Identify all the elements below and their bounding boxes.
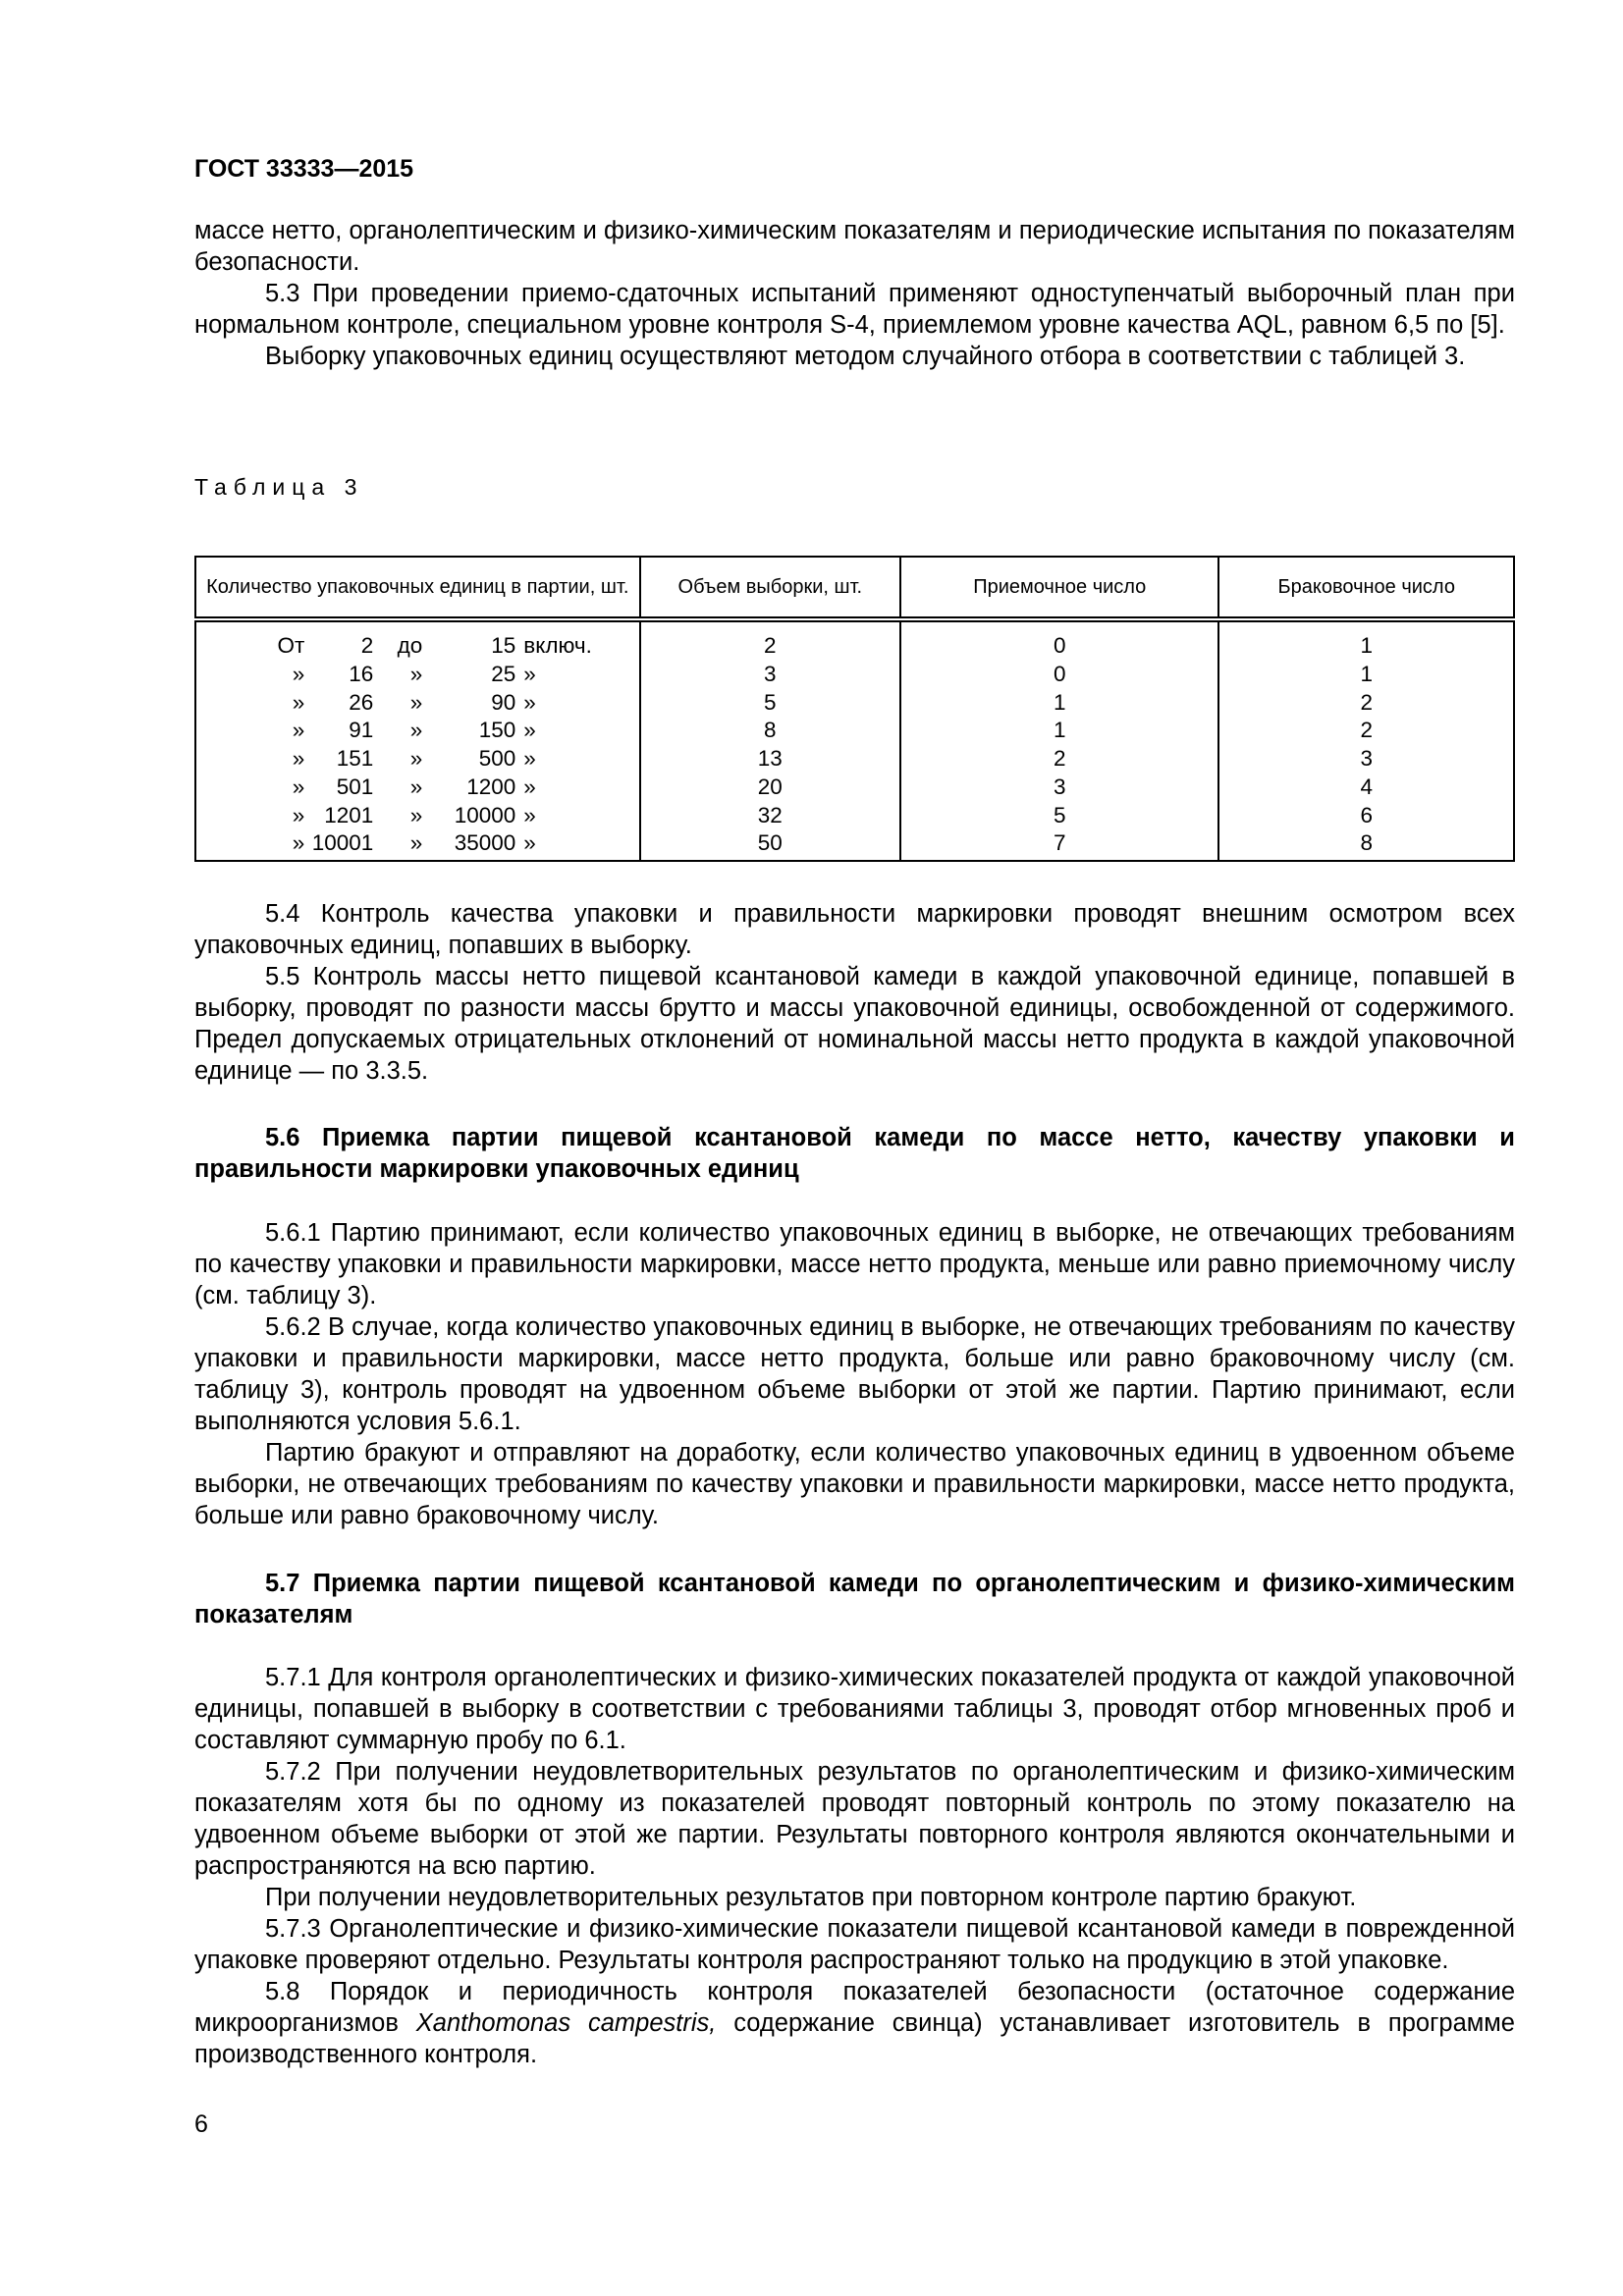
range-from: 91 (349, 718, 374, 743)
range-mid: » (409, 718, 423, 743)
header-lot-size: Количество упаковочных единиц в партии, шт. (195, 557, 640, 619)
section-5-6 (194, 1122, 1515, 1185)
range-post: » (523, 774, 536, 799)
cell-reject: 2 (1218, 689, 1514, 718)
range-to: 25 (491, 661, 516, 686)
cell-reject: 6 (1218, 802, 1514, 830)
sampling-table (194, 556, 1515, 862)
page-number: 6 (194, 2110, 208, 2138)
cell-sample: 3 (640, 661, 901, 689)
section-5-6-body (194, 1217, 1515, 1531)
paragraph-5-7-1: 5.7.1 Для контроля органолептических и физико-химических показателей продукта от каждой упаковочной единицы, попавшей в выборку в соответствии с требованиями таблицы 3, проводят отбор мгновенных проб и составляют суммарную пробу по 6.1. (194, 1664, 1515, 1754)
table-row (195, 745, 1514, 774)
cell-accept: 3 (900, 774, 1218, 802)
cell-lot-range (195, 802, 640, 830)
range-post: » (523, 718, 536, 743)
paragraph-5-3: 5.3 При проведении приемо-сдаточных испытаний применяют одноступенчатый выборочный план при нормальном контроле, специальном уровне контроля S-4, приемлемом уровне качества AQL, равном 6,5 по [5]. (194, 280, 1515, 339)
paragraph-5-6-1: 5.6.1 Партию принимают, если количество упаковочных единиц в выборке, не отвечающих требованиям по качеству упаковки и правильности маркировки, массе нетто продукта, меньше или равно приемочному числу (см. таблицу 3). (194, 1219, 1515, 1309)
paragraph-5-8 (194, 1976, 1515, 2070)
cell-accept: 0 (900, 661, 1218, 689)
paragraph-5-8-start: 5.8 Порядок и периодичность контроля показателей безопасности (остаточное содержание микроорганизмов (194, 1978, 1515, 2037)
cell-accept: 1 (900, 717, 1218, 745)
species-name: Xanthomonas campestris, (415, 2009, 717, 2037)
cell-reject: 1 (1218, 661, 1514, 689)
cell-reject: 3 (1218, 745, 1514, 774)
cell-sample: 2 (640, 619, 901, 661)
table-row (195, 619, 1514, 661)
cell-accept: 2 (900, 745, 1218, 774)
range-to: 10000 (454, 802, 516, 828)
cell-reject: 8 (1218, 829, 1514, 861)
cell-lot-range (195, 717, 640, 745)
paragraph-5-7-3: 5.7.3 Органолептические и физико-химические показатели пищевой ксантановой камеди в поврежденной упаковке проверяют отдельно. Результаты контроля распространяют только на продукцию в этой упаковке. (194, 1915, 1515, 1974)
cell-sample: 32 (640, 802, 901, 830)
cell-lot-range (195, 774, 640, 802)
cell-accept: 0 (900, 619, 1218, 661)
range-to: 1200 (466, 774, 516, 799)
cell-accept: 5 (900, 802, 1218, 830)
cell-sample: 13 (640, 745, 901, 774)
cell-lot-range (195, 689, 640, 718)
range-pre: » (292, 774, 305, 799)
header-sample-size: Объем выборки, шт. (640, 557, 901, 619)
cell-lot-range (195, 745, 640, 774)
cell-sample: 20 (640, 774, 901, 802)
after-table-text (194, 898, 1515, 1087)
paragraph-5-6-2: 5.6.2 В случае, когда количество упаковочных единиц в выборке, не отвечающих требованиям по качеству упаковки и правильности маркировки, массе нетто продукта, больше или равно браковочному числу (см. таблицу 3), контроль проводят на удвоенном объеме выборки от этой же партии. Партию принимают, если выполняются условия 5.6.1. (194, 1313, 1515, 1435)
section-5-7 (194, 1568, 1515, 1630)
header-rejection-number: Браковочное число (1218, 557, 1514, 619)
range-to: 35000 (454, 830, 516, 856)
range-from: 26 (349, 689, 374, 715)
range-to: 90 (491, 689, 516, 715)
range-from: 16 (349, 661, 374, 686)
table-row (195, 802, 1514, 830)
cell-lot-range (195, 829, 640, 861)
table-row (195, 717, 1514, 745)
range-post: » (523, 689, 536, 715)
cell-sample: 50 (640, 829, 901, 861)
range-post: » (523, 802, 536, 828)
paragraph-continuation: массе нетто, органолептическим и физико-химическим показателям и периодические испытания по показателям безопасности. (194, 217, 1515, 276)
range-from: 151 (336, 746, 374, 771)
cell-accept: 7 (900, 829, 1218, 861)
cell-sample: 8 (640, 717, 901, 745)
cell-sample: 5 (640, 689, 901, 718)
cell-reject: 2 (1218, 717, 1514, 745)
range-pre: » (292, 718, 305, 743)
section-heading-5-7: 5.7 Приемка партии пищевой ксантановой камеди по органолептическим и физико-химическим показателям (194, 1570, 1515, 1629)
range-to: 15 (491, 633, 516, 658)
table-row (195, 689, 1514, 718)
range-mid: » (409, 746, 423, 771)
paragraph-5-5: 5.5 Контроль массы нетто пищевой ксантановой камеди в каждой упаковочной единице, попавшей в выборку, проводят по разности массы брутто и массы упаковочной единицы, освобожденной от содержимого. Предел допускаемых отрицательных отклонений от номинальной массы нетто продукта в каждой упаковочной единице — по 3.3.5. (194, 963, 1515, 1085)
intro-text (194, 215, 1515, 372)
range-mid: » (409, 689, 423, 715)
section-heading-5-6: 5.6 Приемка партии пищевой ксантановой камеди по массе нетто, качеству упаковки и правильности маркировки упаковочных единиц (194, 1124, 1515, 1183)
range-pre: » (292, 802, 305, 828)
table-row (195, 661, 1514, 689)
range-to: 500 (478, 746, 516, 771)
paragraph-5-4: 5.4 Контроль качества упаковки и правильности маркировки проводят внешним осмотром всех упаковочных единиц, попавших в выборку. (194, 900, 1515, 959)
range-mid: » (409, 661, 423, 686)
table-row (195, 774, 1514, 802)
document-header-title: ГОСТ 33333—2015 (194, 155, 414, 183)
range-post: » (523, 746, 536, 771)
header-acceptance-number: Приемочное число (900, 557, 1218, 619)
range-from: 2 (360, 633, 374, 658)
table-caption: Таблица 3 (194, 474, 364, 500)
range-mid: до (397, 633, 423, 658)
range-post: » (523, 830, 536, 856)
range-mid: » (409, 802, 423, 828)
range-pre: » (292, 830, 305, 856)
paragraph-sampling: Выборку упаковочных единиц осуществляют методом случайного отбора в соответствии с таблицей 3. (265, 343, 1466, 370)
range-from: 501 (336, 774, 374, 799)
paragraph-5-7-2: 5.7.2 При получении неудовлетворительных результатов по органолептическим и физико-химическим показателям хотя бы по одному из показателей проводят повторный контроль по этому показателю на удвоенном объеме выборки от этой же партии. Результаты повторного контроля являются окончательными и распространяются на всю партию. (194, 1758, 1515, 1880)
range-pre: » (292, 746, 305, 771)
cell-reject: 1 (1218, 619, 1514, 661)
range-mid: » (409, 774, 423, 799)
range-from: 10001 (311, 830, 374, 856)
range-post: » (523, 661, 536, 686)
table-body (195, 619, 1514, 861)
table-header-row (195, 557, 1514, 619)
range-mid: » (409, 830, 423, 856)
range-pre: » (292, 689, 305, 715)
range-to: 150 (478, 718, 516, 743)
cell-lot-range (195, 619, 640, 661)
paragraph-5-8-end: содержание свинца) устанавливает изготовитель в программе производственного контроля. (194, 2009, 1515, 2068)
range-pre: От (277, 633, 305, 658)
cell-lot-range (195, 661, 640, 689)
table-row (195, 829, 1514, 861)
paragraph-5-6-rejection: Партию бракуют и отправляют на доработку, если количество упаковочных единиц в удвоенном объеме выборки, не отвечающих требованиям по качеству упаковки и правильности маркировки, массе нетто продукта, больше или равно браковочному числу. (194, 1439, 1515, 1529)
range-post: включ. (523, 633, 592, 658)
section-5-7-body (194, 1662, 1515, 2070)
cell-reject: 4 (1218, 774, 1514, 802)
range-pre: » (292, 661, 305, 686)
paragraph-5-7-repeat: При получении неудовлетворительных результатов при повторном контроле партию бракуют. (265, 1884, 1357, 1911)
range-from: 1201 (324, 802, 374, 828)
cell-accept: 1 (900, 689, 1218, 718)
